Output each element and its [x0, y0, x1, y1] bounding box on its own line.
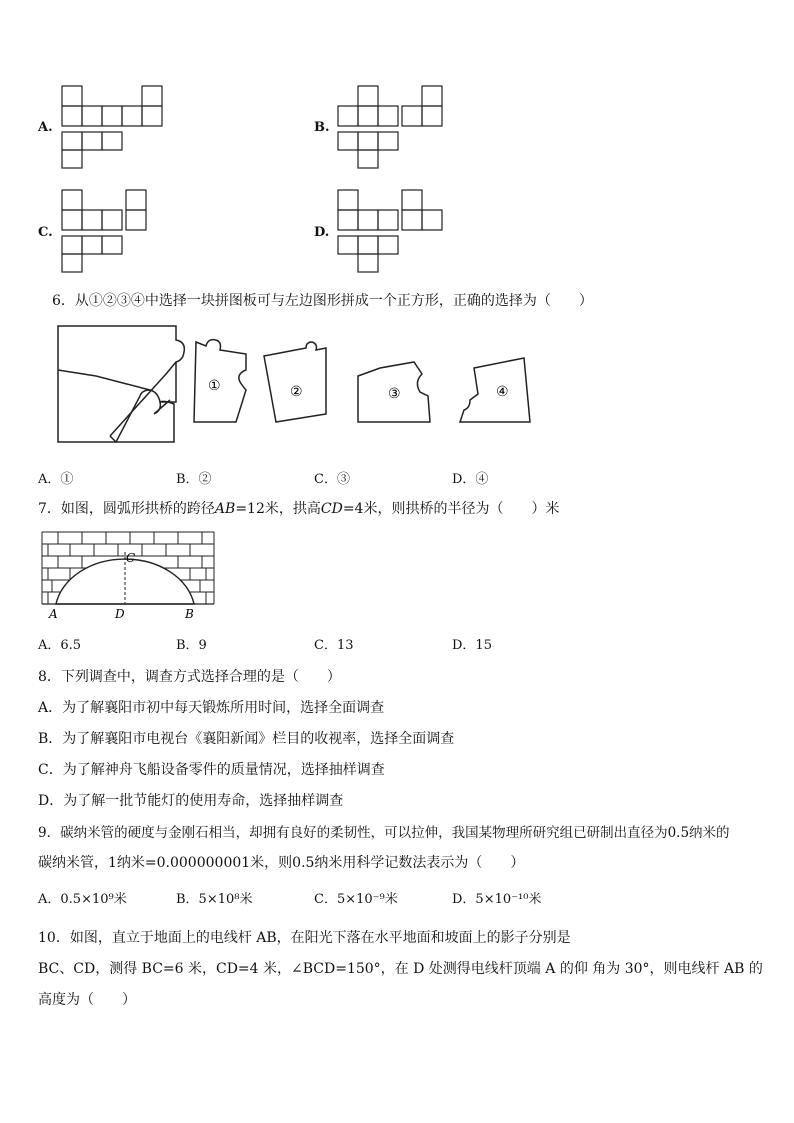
q5-option-a-figure: [58, 84, 170, 170]
q7-text-pre: 7．如图，圆弧形拱桥的跨径: [38, 501, 215, 517]
q10-question-line3: 高度为（ ）: [38, 992, 136, 1008]
q9-option-a[interactable]: A．0.5×10⁹米: [38, 892, 127, 907]
q8-option-a[interactable]: A．为了解襄阳市初中每天锻炼所用时间，选择全面调查: [38, 700, 385, 716]
q7-option-d[interactable]: D．15: [452, 638, 492, 653]
q5-option-d-figure: [334, 188, 446, 274]
q10-question-line1: 10．如图，直立于地面上的电线杆 AB，在阳光下落在水平地面和坡面上的影子分别是: [38, 930, 571, 946]
q7-label-b: B: [185, 607, 194, 621]
q5-option-d-label: D.: [314, 225, 330, 240]
q7-option-c[interactable]: C．13: [314, 638, 354, 653]
q6-option-a[interactable]: A．①: [38, 472, 74, 487]
q6-option-c[interactable]: C．③: [314, 472, 350, 487]
q6-left-figure: [58, 326, 184, 442]
q6-piece-2-label: ②: [290, 384, 303, 400]
q9-option-d[interactable]: D．5×10⁻¹⁰米: [452, 892, 542, 907]
q7-ab: AB: [214, 501, 236, 517]
q6-piece-4-label: ④: [496, 384, 509, 400]
q8-option-b[interactable]: B．为了解襄阳市电视台《襄阳新闻》栏目的收视率，选择全面调查: [38, 731, 455, 747]
q6-piece-2: [264, 342, 326, 422]
q7-eq2: =4米，则拱桥的半径为（ ）米: [342, 501, 560, 517]
q7-option-b[interactable]: B．9: [176, 638, 207, 653]
q6-piece-1: [194, 340, 246, 422]
q7-label-c: C: [126, 551, 136, 565]
q6-piece-1-label: ①: [208, 378, 221, 394]
q7-label-d: D: [115, 607, 125, 621]
q6-question: 6．从①②③④中选择一块拼图板可与左边图形拼成一个正方形，正确的选择为（ ）: [52, 293, 593, 309]
q9-question-line1: 9．碳纳米管的硬度与金刚石相当，却拥有良好的柔韧性，可以拉伸，我国某物理所研究组已研制出直径为0.5纳米的: [38, 825, 730, 841]
q7-label-a: A: [49, 607, 58, 621]
q7-cd: CD: [320, 501, 343, 517]
q7-option-a[interactable]: A．6.5: [38, 638, 82, 653]
q7-question: [38, 498, 559, 518]
q7-bridge-figure: [38, 528, 220, 624]
q6-piece-4: [460, 358, 530, 422]
q5-option-c-figure: [58, 188, 170, 274]
q5-option-c-label: C.: [38, 225, 53, 240]
q8-option-c[interactable]: C．为了解神舟飞船设备零件的质量情况，选择抽样调查: [38, 762, 385, 778]
q5-option-b-label: B.: [314, 120, 330, 135]
q10-question-line2: BC、CD，测得 BC=6 米，CD=4 米，∠BCD=150°，在 D 处测得电线杆顶端 A 的仰 角为 30°，则电线杆 AB 的: [38, 961, 763, 977]
q8-option-d[interactable]: D．为了解一批节能灯的使用寿命，选择抽样调查: [38, 793, 344, 809]
q6-option-d[interactable]: D．④: [452, 472, 489, 487]
q5-option-b-figure: [334, 84, 446, 170]
q9-question-line2: 碳纳米管，1纳米=0.000000001米，则0.5纳米用科学记数法表示为（ ）: [38, 855, 525, 871]
q7-eq1: =12米，拱高: [235, 501, 321, 517]
q6-puzzle-figure: [50, 318, 550, 456]
q6-piece-3-label: ③: [388, 386, 401, 402]
q9-option-c[interactable]: C．5×10⁻⁹米: [314, 892, 398, 907]
q6-option-b[interactable]: B．②: [176, 472, 212, 487]
q8-question: 8．下列调查中，调查方式选择合理的是（ ）: [38, 669, 341, 685]
q9-option-b[interactable]: B．5×10⁸米: [176, 892, 253, 907]
q6-piece-3: [358, 362, 430, 422]
q5-option-a-label: A.: [38, 120, 53, 135]
